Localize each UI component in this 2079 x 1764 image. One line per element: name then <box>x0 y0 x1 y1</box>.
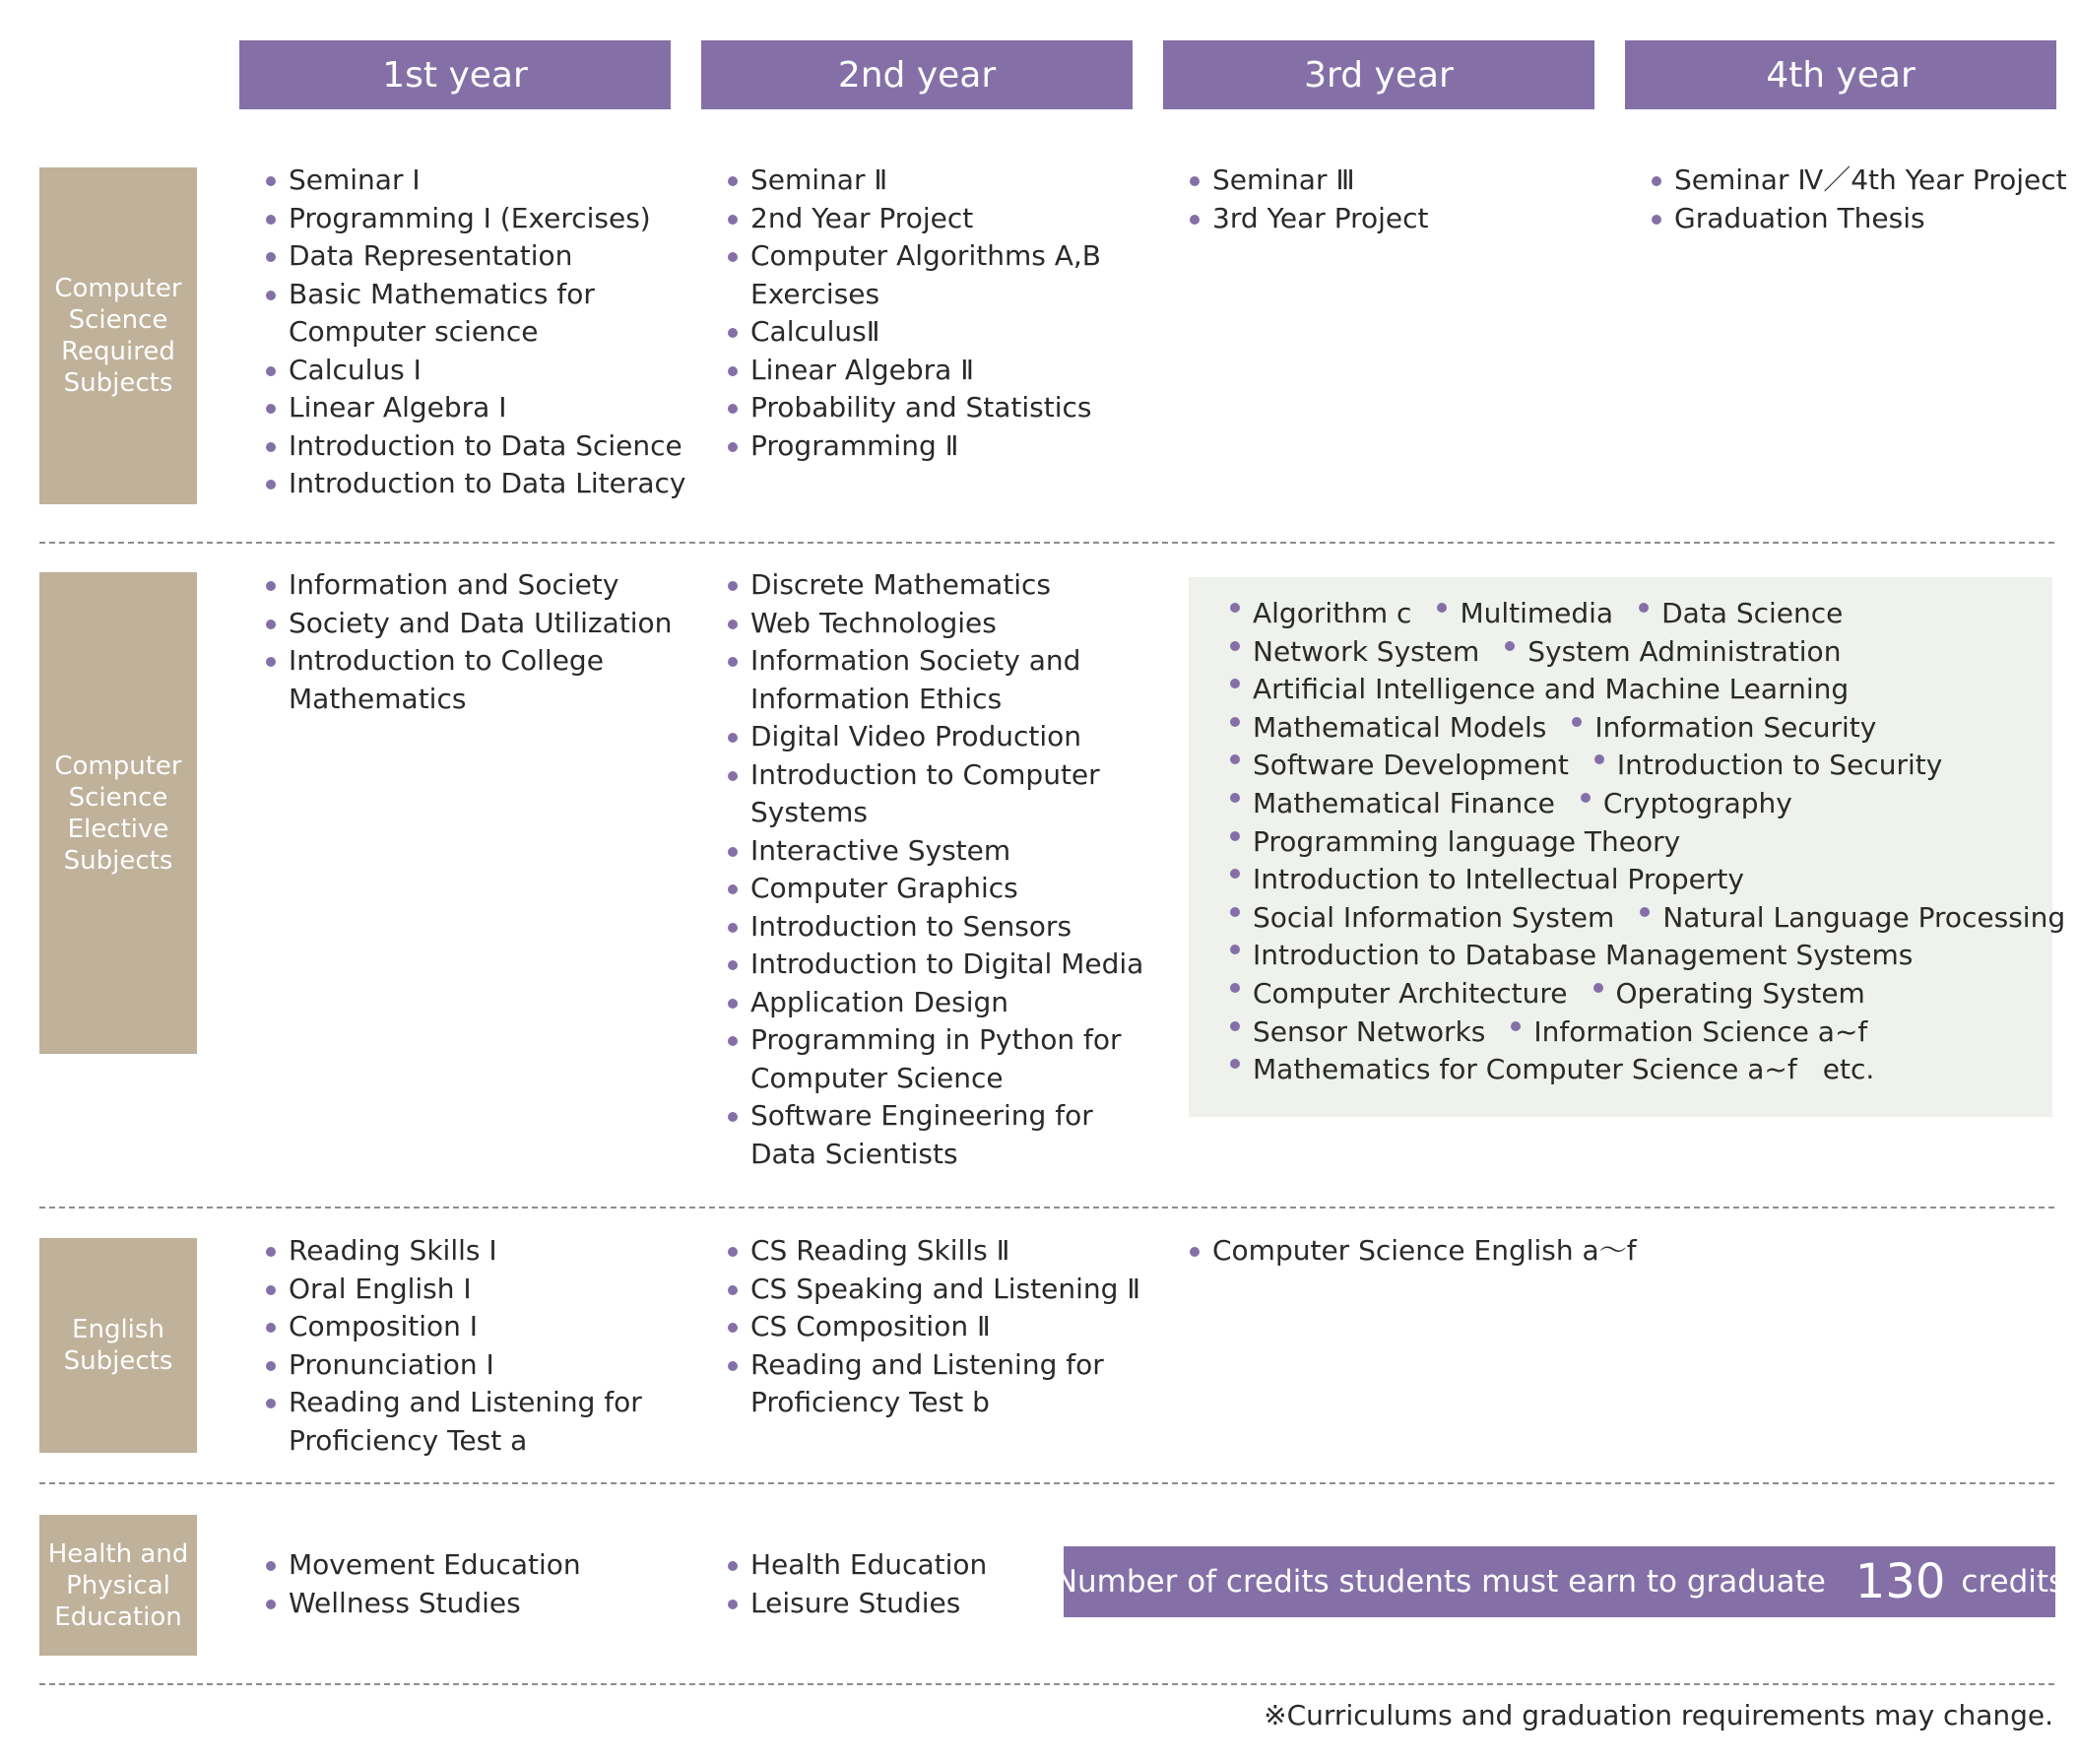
list-item <box>1230 747 2079 785</box>
subject: Sensor Networks <box>1230 1015 1485 1048</box>
year-header-1: 1st year <box>239 40 671 109</box>
year-header-4: 4th year <box>1625 40 2056 109</box>
list-item: Graduation Thesis <box>1652 200 2067 238</box>
list-item: CS Speaking and Listening Ⅱ <box>728 1271 1140 1309</box>
list-item: Calculus I <box>266 352 685 390</box>
subject: Software Development <box>1230 749 1569 781</box>
list-item: Linear Algebra I <box>266 389 685 427</box>
item-line: Information Ethics <box>750 682 1003 715</box>
subject: Programming language Theory <box>1230 825 1680 858</box>
list-item: Pronunciation Ⅰ <box>266 1346 642 1385</box>
list-item <box>728 1097 1143 1173</box>
list-item: Interactive System <box>728 832 1143 871</box>
list-item: Seminar I <box>266 162 685 200</box>
list-item: Probability and Statistics <box>728 389 1101 427</box>
row-divider <box>39 1207 2054 1209</box>
list-item: Computer Graphics <box>728 870 1143 908</box>
credits-number: 130 <box>1854 1554 1946 1609</box>
item-line: Data Scientists <box>750 1137 958 1170</box>
subject: Introduction to Database Management Systems <box>1230 939 1913 971</box>
list-item: Leisure Studies <box>728 1585 987 1623</box>
item-line: Computer Algorithms A,B <box>750 239 1101 272</box>
upper-year-elective-box <box>1189 577 2066 1117</box>
list-item <box>728 1021 1143 1097</box>
list-item: Introduction to Data Literacy <box>266 465 685 503</box>
list-item: Society and Data Utilization <box>266 605 672 643</box>
list-item <box>266 276 685 352</box>
list-item: Application Design <box>728 984 1143 1022</box>
list-item: Composition Ⅰ <box>266 1308 642 1346</box>
subject: Information Science a~f <box>1511 1015 1867 1048</box>
list-item <box>728 756 1143 832</box>
elective-year2-list <box>728 566 1143 1173</box>
list-item: Digital Video Production <box>728 718 1143 756</box>
list-item: Seminar Ⅲ <box>1190 162 1429 200</box>
list-item: 3rd Year Project <box>1190 200 1429 238</box>
item-line: Reading and Listening for <box>750 1347 1104 1381</box>
english-year1-list <box>266 1232 642 1460</box>
list-item: Information and Society <box>266 566 672 605</box>
list-item <box>1230 785 2079 823</box>
required-year3-list <box>1190 162 1429 237</box>
item-line: Software Engineering for <box>750 1099 1093 1132</box>
subject: Mathematics for Computer Science a~f <box>1230 1053 1797 1085</box>
list-item <box>1230 1013 2079 1052</box>
subject: Network System <box>1230 635 1479 668</box>
item-line: Proficiency Test a <box>289 1423 528 1457</box>
list-item: CS Reading Skills Ⅱ <box>728 1232 1140 1271</box>
list-item <box>728 237 1101 313</box>
list-item <box>266 642 672 718</box>
list-item <box>728 1346 1140 1422</box>
subject: Multimedia <box>1437 597 1613 629</box>
list-item <box>1230 823 2079 862</box>
list-item <box>1230 861 2079 899</box>
item-line: Introduction to Computer <box>750 757 1100 791</box>
etc-text: etc. <box>1822 1053 1875 1086</box>
subject: Cryptography <box>1581 787 1792 819</box>
list-item <box>1230 937 2079 975</box>
credits-text: Number of credits students must earn to graduate <box>1054 1564 1826 1600</box>
list-item: Seminar Ⅳ／4th Year Project <box>1652 162 2067 200</box>
required-year1-list <box>266 162 685 503</box>
list-item <box>266 1384 642 1460</box>
credits-unit: credits <box>1961 1564 2065 1600</box>
subject: Social Information System <box>1230 901 1614 934</box>
year-header-3: 3rd year <box>1163 40 1594 109</box>
list-item <box>1230 709 2079 748</box>
list-item: Introduction to Digital Media <box>728 946 1143 984</box>
subject: Algorithm c <box>1230 597 1411 629</box>
subject: Information Security <box>1572 711 1876 744</box>
item-line: Systems <box>750 796 868 828</box>
row-label-health: Health and Physical Education <box>39 1515 197 1656</box>
list-item <box>728 642 1143 718</box>
list-item: Discrete Mathematics <box>728 566 1143 605</box>
row-divider <box>39 1482 2054 1484</box>
list-item: Oral English Ⅰ <box>266 1271 642 1309</box>
row-label-english: English Subjects <box>39 1238 197 1453</box>
item-line: Computer Science <box>750 1061 1004 1094</box>
item-line: Proficiency Test b <box>750 1386 990 1418</box>
list-item: CalculusⅡ <box>728 313 1101 352</box>
item-line: Exercises <box>750 277 880 310</box>
list-item: CS Composition Ⅱ <box>728 1308 1140 1346</box>
graduation-credits-bar <box>1054 1546 2065 1617</box>
list-item: Movement Education <box>266 1546 581 1585</box>
upper-year-elective-list <box>1230 595 2079 1089</box>
row-divider <box>39 542 2054 544</box>
subject: Natural Language Processing <box>1640 901 2065 934</box>
list-item <box>1230 595 2079 633</box>
list-item: Introduction to Data Science <box>266 427 685 466</box>
item-line: Information Society and <box>750 644 1081 677</box>
list-item: Web Technologies <box>728 605 1143 643</box>
item-line: Reading and Listening for <box>289 1386 642 1418</box>
item-line: Programming in Python for <box>750 1023 1122 1056</box>
list-item: Computer Science English a～f <box>1190 1232 1637 1271</box>
subject: Artificial Intelligence and Machine Learning <box>1230 673 1849 705</box>
list-item: Programming Ⅱ <box>728 427 1101 466</box>
subject: Mathematical Models <box>1230 711 1546 744</box>
subject: Computer Architecture <box>1230 977 1568 1010</box>
subject: Mathematical Finance <box>1230 787 1555 819</box>
list-item <box>1230 1051 2079 1089</box>
list-item: Programming I (Exercises) <box>266 200 685 238</box>
subject: System Administration <box>1505 635 1841 668</box>
footnote: ※Curriculums and graduation requirements may change. <box>1264 1699 2053 1731</box>
required-year4-list <box>1652 162 2067 237</box>
list-item: Introduction to Sensors <box>728 908 1143 947</box>
list-item: 2nd Year Project <box>728 200 1101 238</box>
health-year2-list <box>728 1546 987 1622</box>
list-item: Linear Algebra Ⅱ <box>728 352 1101 390</box>
subject: Introduction to Intellectual Property <box>1230 863 1744 895</box>
list-item: Data Representation <box>266 237 685 276</box>
list-item: Wellness Studies <box>266 1585 581 1623</box>
list-item: Reading Skills Ⅰ <box>266 1232 642 1271</box>
item-line: Computer science <box>289 315 539 348</box>
item-line: Basic Mathematics for <box>289 277 595 310</box>
subject: Operating System <box>1593 977 1865 1010</box>
year-header-2: 2nd year <box>701 40 1133 109</box>
row-divider <box>39 1683 2054 1685</box>
row-label-cs-elective: Computer Science Elective Subjects <box>39 572 197 1054</box>
list-item <box>1230 671 2079 709</box>
english-year3-list <box>1190 1232 1637 1271</box>
required-year2-list <box>728 162 1101 465</box>
list-item <box>1230 975 2079 1013</box>
item-line: Introduction to College <box>289 644 604 677</box>
subject: Data Science <box>1639 597 1843 629</box>
row-label-cs-required: Computer Science Required Subjects <box>39 167 197 504</box>
list-item: Health Education <box>728 1546 987 1585</box>
elective-year1-list <box>266 566 672 718</box>
list-item <box>1230 633 2079 672</box>
list-item <box>1230 899 2079 938</box>
english-year2-list <box>728 1232 1140 1422</box>
subject: Introduction to Security <box>1594 749 1942 781</box>
list-item: Seminar Ⅱ <box>728 162 1101 200</box>
health-year1-list <box>266 1546 581 1622</box>
item-line: Mathematics <box>289 682 467 715</box>
